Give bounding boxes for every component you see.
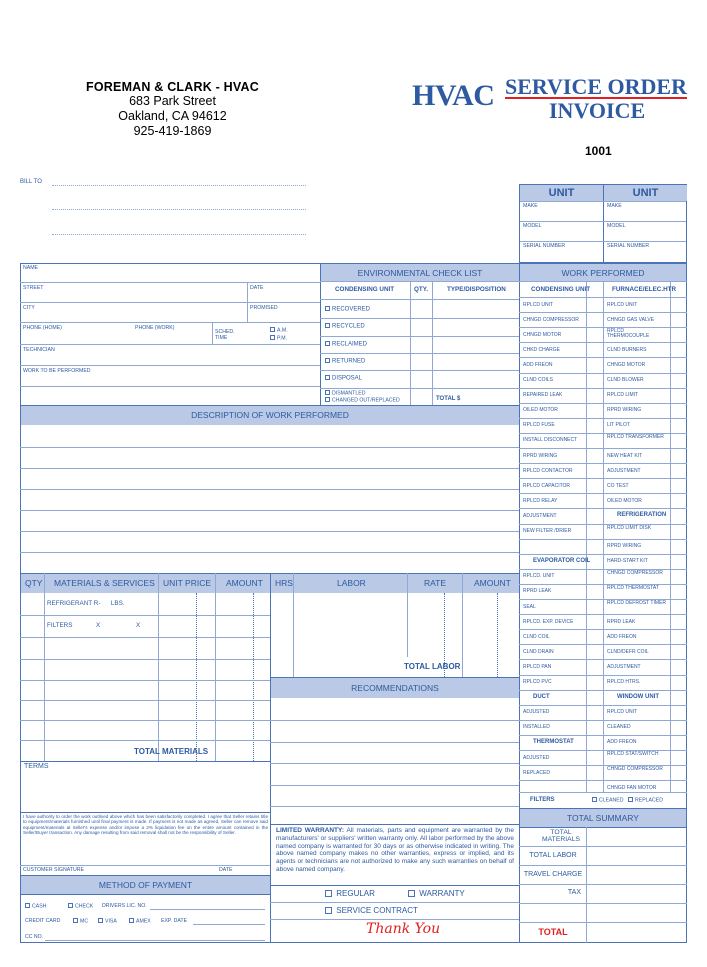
- refrigerant-row[interactable]: REFRIGERANT R- LBS.: [47, 600, 125, 607]
- work-to-be-performed-field[interactable]: WORK TO BE PERFORMED: [23, 368, 91, 374]
- col-labor: LABOR: [337, 578, 366, 588]
- work-item-left[interactable]: CLND DRAIN: [523, 648, 554, 655]
- customer-signature-label[interactable]: CUSTOMER SIGNATURE: [23, 867, 84, 873]
- work-row-divider: [519, 448, 687, 449]
- phone-work-field[interactable]: PHONE (WORK): [135, 325, 175, 331]
- filters-replaced[interactable]: REPLACED: [628, 797, 663, 804]
- unit1-serial[interactable]: SERIAL NUMBER: [523, 243, 566, 249]
- col-amount-labor: AMOUNT: [474, 578, 511, 588]
- col-qty: QTY: [25, 578, 43, 588]
- city-field[interactable]: CITY: [23, 305, 35, 311]
- filters-label: FILTERS: [530, 797, 555, 803]
- work-row-divider: [519, 644, 687, 645]
- work-item-left[interactable]: RPLCD FUSE: [523, 422, 555, 429]
- section-header-right: REFRIGERATION: [617, 512, 667, 519]
- work-item-right[interactable]: RPRD WIRING: [607, 543, 642, 550]
- col-rate: RATE: [424, 578, 447, 588]
- filters-x1: X: [96, 622, 101, 629]
- work-item-left[interactable]: RPLCD PVC: [523, 679, 552, 685]
- work-row-divider: [519, 342, 687, 343]
- work-row-divider: [519, 418, 687, 419]
- work-row-divider: [519, 373, 687, 374]
- title-hvac: HVAC: [412, 79, 495, 112]
- unit-header-2: UNIT: [604, 185, 687, 201]
- company-block: [60, 80, 285, 139]
- bill-to-line-3[interactable]: [52, 234, 306, 235]
- env-col-condensing: CONDENSING UNIT: [335, 286, 395, 293]
- payment-visa[interactable]: VISA: [98, 918, 117, 925]
- col-unit-price: UNIT PRICE: [163, 578, 212, 588]
- date-field[interactable]: DATE: [250, 285, 264, 291]
- work-row-divider: [519, 675, 687, 676]
- payment-mc[interactable]: MC: [73, 918, 88, 925]
- payment-credit-card: CREDIT CARD: [25, 918, 61, 924]
- work-item-right[interactable]: ADJUSTMENT: [607, 663, 641, 670]
- unit2-model[interactable]: MODEL: [607, 223, 626, 229]
- summary-travel-charge[interactable]: TRAVEL CHARGE: [523, 871, 583, 878]
- unit1-make[interactable]: MAKE: [523, 203, 538, 209]
- company-name: FOREMAN & CLARK - HVAC: [86, 80, 259, 94]
- company-city: Oakland, CA 94612: [118, 109, 227, 123]
- drivers-license-field[interactable]: DRIVERS LIC. NO.: [102, 903, 147, 909]
- summary-tax[interactable]: TAX: [567, 889, 581, 896]
- work-item-left[interactable]: RPLCD UNIT: [523, 301, 554, 308]
- service-warranty[interactable]: WARRANTY: [408, 889, 465, 898]
- work-item-left[interactable]: REPAIRED LEAK: [523, 392, 563, 399]
- work-item-left[interactable]: CLND COIL: [523, 633, 550, 640]
- work-item-right[interactable]: RPLCD THERMOCOUPLE: [607, 328, 650, 340]
- work-item-right[interactable]: CHNGD COMPRESSOR: [607, 766, 663, 773]
- work-item-right[interactable]: RPRD LEAK: [607, 618, 636, 625]
- work-item-left[interactable]: NEW FILTER /DRIER: [523, 528, 572, 534]
- filters-x2: X: [136, 622, 141, 629]
- work-item-right[interactable]: CHNGD GAS VALVE: [607, 316, 655, 323]
- bill-to-label: BILL TO: [20, 179, 42, 185]
- col-amount-materials: AMOUNT: [226, 578, 263, 588]
- company-phone: 925-419-1869: [133, 124, 212, 138]
- work-item-left[interactable]: RPLCD. EXP. DEVICE: [523, 618, 574, 625]
- work-performed-title: WORK PERFORMED: [520, 264, 686, 281]
- work-item-left[interactable]: CLND COILS: [523, 377, 554, 383]
- work-item-right[interactable]: RPLCD STAT/SWITCH: [607, 751, 659, 757]
- col-materials-services: MATERIALS & SERVICES: [54, 578, 155, 588]
- work-item-right[interactable]: RPRD WIRING: [607, 407, 642, 414]
- work-row-divider: [519, 614, 687, 615]
- env-col-type: TYPE/DISPOSITION: [447, 286, 506, 293]
- work-row-divider: [519, 508, 687, 509]
- work-item-right[interactable]: CHNGD MOTOR: [607, 361, 646, 368]
- summary-total-materials[interactable]: TOTAL MATERIALS: [541, 829, 581, 843]
- work-item-right[interactable]: RPLCD TRANSFORMER: [607, 433, 664, 440]
- filters-cleaned[interactable]: CLEANED: [592, 797, 624, 804]
- work-row-divider: [519, 690, 687, 691]
- exp-date-field[interactable]: EXP. DATE: [161, 918, 188, 924]
- env-dismantled[interactable]: DISMANTLED: [325, 390, 365, 397]
- summary-title: TOTAL SUMMARY: [520, 808, 686, 827]
- furnace-header: FURNACE/ELEC.HTR: [612, 286, 677, 293]
- work-item-left[interactable]: ADJUSTED: [523, 709, 550, 716]
- service-contract[interactable]: SERVICE CONTRACT: [325, 906, 418, 915]
- work-item-right[interactable]: RPLCD LIMIT: [607, 392, 639, 399]
- title-invoice: INVOICE: [549, 98, 646, 123]
- work-item-right[interactable]: OILED MOTOR: [607, 497, 642, 504]
- env-returned[interactable]: RETURNED: [325, 358, 365, 365]
- payment-cash[interactable]: CASH: [25, 903, 46, 910]
- filters-row[interactable]: FILTERS: [47, 622, 73, 629]
- work-item-left[interactable]: REPLACED: [523, 769, 550, 776]
- phone-home-field[interactable]: PHONE (HOME): [23, 325, 62, 331]
- unit2-make[interactable]: MAKE: [607, 203, 622, 209]
- unit2-serial[interactable]: SERIAL NUMBER: [607, 243, 650, 249]
- work-item-left[interactable]: ADJUSTED: [523, 754, 550, 761]
- env-recycled[interactable]: RECYCLED: [325, 323, 365, 330]
- am-checkbox[interactable]: A.M.: [270, 327, 288, 334]
- work-row-divider: [519, 659, 687, 660]
- unit-header-1: UNIT: [520, 185, 603, 201]
- work-item-right[interactable]: ADJUSTMENT: [607, 467, 641, 474]
- work-item-right[interactable]: CHNGD FAN MOTOR: [607, 784, 657, 791]
- work-item-left[interactable]: OILED MOTOR: [523, 407, 558, 414]
- bill-to-line-1[interactable]: [52, 185, 306, 186]
- work-row-divider: [519, 388, 687, 389]
- description-area[interactable]: [21, 426, 518, 573]
- work-item-right[interactable]: CLND BLOWER: [607, 377, 644, 383]
- unit-box: [519, 184, 687, 263]
- work-row-divider: [519, 312, 687, 313]
- work-item-right[interactable]: CLND BURNERS: [607, 346, 647, 353]
- work-item-right[interactable]: ADD FREON: [607, 633, 637, 640]
- env-recovered[interactable]: RECOVERED: [325, 306, 370, 313]
- work-item-right[interactable]: NEW HEAT KIT: [607, 452, 643, 459]
- work-item-left[interactable]: RPRD WIRING: [523, 452, 558, 459]
- work-row-divider: [519, 493, 687, 494]
- service-regular[interactable]: REGULAR: [325, 889, 375, 898]
- invoice-number: 1001: [585, 144, 612, 158]
- work-item-left[interactable]: RPLCD PAN: [523, 663, 552, 670]
- title-service-order: SERVICE ORDER: [505, 74, 687, 99]
- work-row-divider: [519, 780, 687, 781]
- street-field[interactable]: STREET: [23, 285, 44, 291]
- work-item-left[interactable]: SEAL: [523, 603, 536, 610]
- thank-you: Thank You: [366, 921, 441, 937]
- env-changed-out[interactable]: CHANGED OUT/REPLACED: [325, 397, 400, 404]
- warranty-title: LIMITED WARRANTY:: [276, 827, 345, 834]
- work-item-left[interactable]: RPLCD. UNIT: [523, 573, 555, 580]
- work-item-left[interactable]: CHNGD MOTOR: [523, 331, 562, 338]
- total-labor-label: TOTAL LABOR: [404, 662, 461, 671]
- work-item-left[interactable]: ADD FREON: [523, 361, 553, 368]
- work-item-left[interactable]: RPRD LEAK: [523, 588, 552, 595]
- payment-amex[interactable]: AMEX: [129, 918, 151, 925]
- section-header-left: EVAPORATOR COIL: [533, 557, 591, 564]
- warranty-block: [276, 827, 514, 874]
- work-item-right[interactable]: CLND/DEFR COIL: [607, 648, 649, 655]
- work-item-right[interactable]: LIT PILOT: [607, 422, 630, 429]
- work-item-left[interactable]: RPLCD RELAY: [523, 497, 558, 504]
- work-row-divider: [519, 705, 687, 706]
- env-total: TOTAL $: [436, 396, 461, 402]
- work-row-divider: [519, 629, 687, 630]
- env-col-qty: QTY.: [414, 286, 428, 293]
- cc-number-field[interactable]: CC NO.: [25, 934, 44, 940]
- work-item-left[interactable]: ADJUSTMENT: [523, 512, 557, 519]
- warranty-text: All materials, parts and equipment are warranted by the manufacturers' or suppliers' written warranty only. All labor performed by the above named company is warranted for 30 days or as otherwise indicated in writing. The above named company makes no other warranties, express or implied, and its agents or technicians are not authorized to make any such warranties on behalf of above named company.: [276, 827, 515, 873]
- work-row-divider: [519, 735, 687, 736]
- summary-total[interactable]: TOTAL: [538, 927, 568, 937]
- env-reclaimed[interactable]: RECLAIMED: [325, 341, 367, 348]
- work-item-right[interactable]: HARD-START KIT: [607, 558, 648, 565]
- condensing-unit-header: CONDENSING UNIT: [531, 286, 591, 293]
- work-item-right[interactable]: CLEANED: [607, 724, 631, 731]
- payment-title: METHOD OF PAYMENT: [21, 875, 270, 894]
- work-item-right[interactable]: CHNGD COMPRESSOR: [607, 569, 663, 576]
- total-materials-label: TOTAL MATERIALS: [134, 747, 209, 756]
- work-row-divider: [519, 584, 687, 585]
- col-hrs: HRS: [275, 578, 293, 588]
- form-title: [410, 74, 690, 124]
- work-row-divider: [519, 720, 687, 721]
- work-item-right[interactable]: RPLCD THERMOSTAT: [607, 584, 659, 591]
- work-row-divider: [519, 750, 687, 751]
- pm-checkbox[interactable]: P.M.: [270, 335, 287, 342]
- authorization-text: I have authority to order the work outlined above which has been satisfactorily completed. I agree that Seller retains title to equipment/materials furnished until final payment is made. If payment is not made as agreed, Seller can remove said equipment/materials at Seller's expense and/or impose a 2% liquidation fee on the entire amount contained in the Seller/Buyer transaction. Any damage resulting from said removal shall not be the responsibility of Seller.: [23, 814, 268, 836]
- section-header-right: WINDOW UNIT: [617, 693, 659, 700]
- company-street: 683 Park Street: [129, 94, 216, 108]
- work-row-divider: [519, 554, 687, 555]
- payment-check[interactable]: CHECK: [68, 903, 93, 910]
- description-title: DESCRIPTION OF WORK PERFORMED: [21, 405, 519, 425]
- work-row-divider: [519, 539, 687, 540]
- env-title: ENVIRONMENTAL CHECK LIST: [321, 264, 519, 281]
- summary-total-labor[interactable]: TOTAL LABOR: [529, 852, 577, 859]
- section-header-left: THERMOSTAT: [533, 738, 574, 745]
- terms-label: TERMS: [24, 763, 49, 770]
- work-item-left[interactable]: INSTALLED: [523, 724, 550, 731]
- work-item-left[interactable]: INSTALL DISCONNECT: [523, 437, 578, 444]
- work-item-left[interactable]: CHKD CHARGE: [523, 346, 560, 353]
- work-item-right[interactable]: ADD FREON: [607, 739, 637, 746]
- work-item-left[interactable]: RPLCD CONTACTOR: [523, 467, 573, 474]
- name-field[interactable]: NAME: [23, 265, 38, 271]
- terms-area[interactable]: [21, 762, 269, 812]
- work-row-divider: [519, 524, 687, 525]
- work-item-right[interactable]: RPLCD DEFROST TIMER: [607, 600, 666, 606]
- work-item-right[interactable]: RPLCD UNIT: [607, 709, 638, 716]
- work-item-left[interactable]: CHNGD COMPRESSOR: [523, 316, 579, 323]
- technician-field[interactable]: TECHNICIAN: [23, 347, 55, 353]
- work-row-divider: [519, 357, 687, 358]
- work-item-left[interactable]: RPLCD CAPACITOR: [523, 482, 571, 489]
- recommendations-area[interactable]: [271, 699, 518, 824]
- work-row-divider: [519, 463, 687, 464]
- bill-to-line-2[interactable]: [52, 209, 306, 210]
- section-header-left: DUCT: [533, 693, 550, 700]
- work-row-divider: [519, 327, 687, 328]
- unit1-model[interactable]: MODEL: [523, 223, 542, 229]
- sched-time-field[interactable]: SCHED. TIME: [215, 329, 235, 341]
- work-item-right[interactable]: RPLCD UNIT: [607, 301, 638, 308]
- signature-date-label[interactable]: DATE: [219, 867, 233, 873]
- work-item-right[interactable]: RPLCD HTRS.: [607, 679, 641, 685]
- recommendations-title: RECOMMENDATIONS: [271, 678, 519, 698]
- work-row-divider: [519, 297, 687, 298]
- work-row-divider: [519, 478, 687, 479]
- promised-field[interactable]: PROMISED: [250, 305, 278, 311]
- work-item-right[interactable]: CO TEST: [607, 482, 629, 489]
- work-item-right[interactable]: RPLCD LIMIT DISK: [607, 524, 652, 531]
- env-disposal[interactable]: DISPOSAL: [325, 375, 362, 382]
- work-row-divider: [519, 403, 687, 404]
